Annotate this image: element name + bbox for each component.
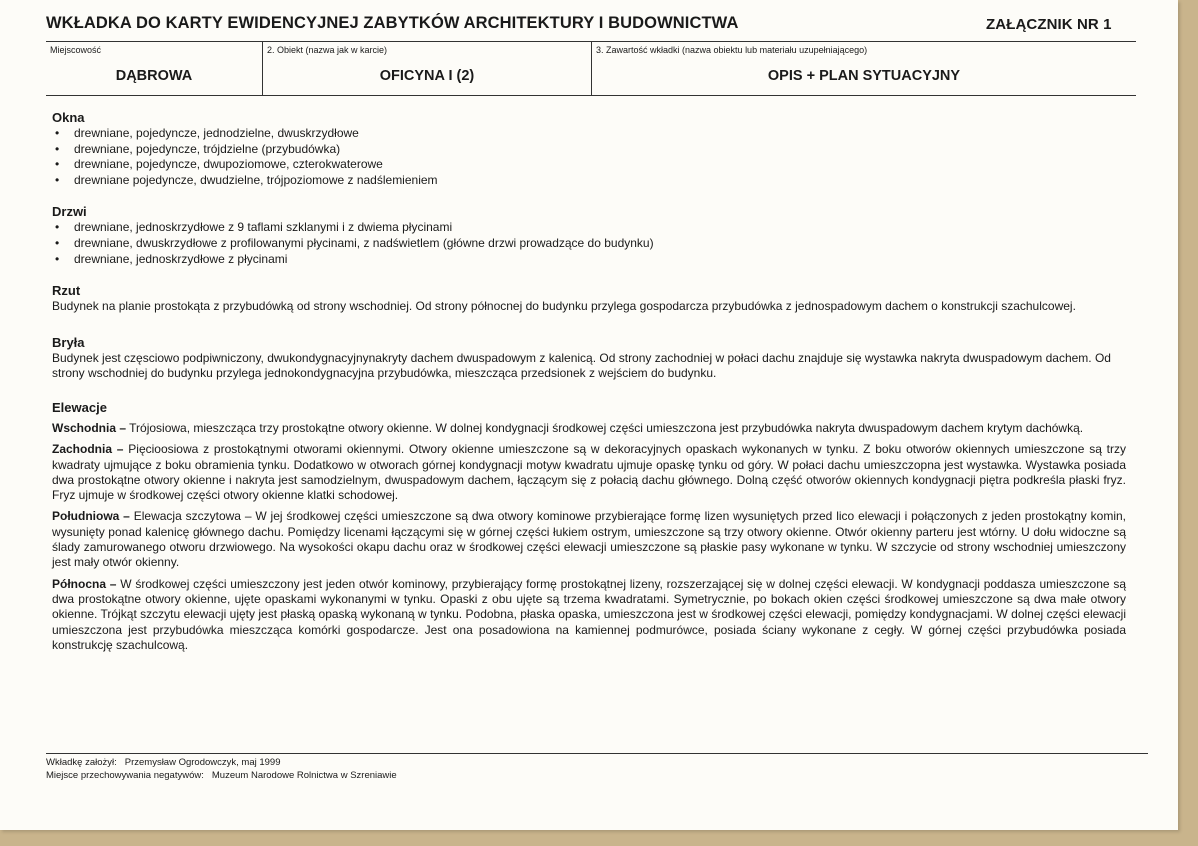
header-value-object: OFICYNA I (2) (379, 68, 475, 84)
section-plan (52, 283, 1126, 315)
footer-divider (46, 753, 1148, 754)
header-table (46, 41, 1136, 96)
footer-author-label: Wkładkę założył: (46, 757, 117, 768)
section-windows (52, 110, 1126, 188)
annex-number: ZAŁĄCZNIK NR 1 (986, 16, 1112, 33)
massing-text: Budynek jest częsciowo podpiwniczony, dwukondygnacyjnynakryty dachem dwuspadowym z kalenicą. Od strony zachodniej w połaci dachu znajduje się wystawka nakryta dwuspadowym dachem. Od strony wschodniej do budynku przylega jednokondygnacyjna przybudówka, mieszcząca przedsionek z wejściem do budynku. (52, 350, 1111, 381)
document-title: WKŁADKA DO KARTY EWIDENCYJNEJ ZABYTKÓW ARCHITEKTURY I BUDOWNICTWA (46, 14, 739, 32)
elevation-text: Pięcioosiowa z prostokątnymi otworami okiennymi. Otwory okienne umieszczone są w dekoracyjnych opaskach wykonanych w tynku. Z boku otworów okiennych umieszczone są trzy kwadraty ujmujące z boku obramienia tynku. Dodatkowo w otworach górnej kondygnacji motyw kwadratu ujmuje opaskę tynku od góry. W połaci dachu umieszczopna jest wystawka. Wystawka posiada dwa prostokątne otwory okienne i nakryta jest samodzielnym, dwuspadowym dachem, łączącym się z połacią dachu głównego. Dolną część otworów okiennych kondygnacji piętra podkreśla płaski fryz. Fryz ujmuje w środkowej części otwory okienne klatki schodowej. (52, 442, 1126, 503)
elevation-text: W środkowej części umieszczony jest jeden otwór kominowy, przybierający formę prostokątnej lizeny, rozszerzającej się w dolnej części elewacji. W kondygnacji poddasza umieszczone są dwa prostokątne otwory okienne, ujęte opaskami wykonanymi w tynku. Opaski z obu ujęte są trzema kwadratami. Symetrycznie, po bokach okien części środkowej umieszczone są dwa małe otwory okienne. Trójkąt szczytu elewacji ujęty jest płaską opaską wykonaną w tynku. Podobna, płaska opaska, umieszczona jest w środkowej części elewacji, pomiędzy kondygnacjami. W dolnej części elewacji umieszczona jest przybudówka mieszcząca komórki gospodarcze. Jest ona posadowiona na kamiennej podmurówce, posiada ściany wykonane z cegły. W górnej części przybudówka posiada konstrukcję szachulcową. (52, 576, 1126, 652)
list-item: • drewniane, pojedyncze, dwupoziomowe, czterokwaterowe (74, 157, 1126, 173)
elevation-east (52, 421, 1126, 436)
header-cell-object (262, 42, 591, 95)
elevation-text: Trójosiowa, mieszcząca trzy prostokątne otwory okienne. W dolnej kondygnacji środkowej części umieszczona jest przybudówka nakryta dwuspadowym dachem krytym dachówką. (126, 420, 1084, 435)
elevation-term: Zachodnia – (52, 442, 124, 457)
list-item: • drewniane, pojedyncze, trójdzielne (przybudówka) (74, 142, 1126, 158)
elevation-west (52, 442, 1126, 503)
header-value-locality: DĄBROWA (115, 68, 193, 84)
plan-text: Budynek na planie prostokąta z przybudówką od strony wschodniej. Od strony północnej do budynku przylega gospodarcza przybudówka z jednospadowym dachem o konstrukcji szachulcowej. (52, 299, 1076, 314)
footer-storage-value: Muzeum Narodowe Rolnictwa w Szreniawie (211, 770, 397, 781)
footer-storage-label: Miejsce przechowywania negatywów: (46, 770, 204, 781)
section-elevations (52, 400, 1126, 653)
header-label-locality: Miejscowość (50, 45, 102, 55)
footer (46, 756, 397, 782)
section-heading-plan: Rzut (52, 283, 81, 299)
footer-author-value: Przemysław Ogrodowczyk, maj 1999 (124, 757, 281, 768)
elevation-term: Północna – (52, 576, 117, 591)
section-heading-doors: Drzwi (52, 204, 87, 220)
section-massing (52, 335, 1126, 382)
section-doors (52, 204, 1126, 267)
elevation-text: Elewacja szczytowa – W jej środkowej części umieszczone są dwa otwory kominowe przybierające formę lizen wysuniętych przed lico elewacji i połączonych z jeden prostokątny komin, wysunięty ponad kalenicę głównego dachu. Pomiędzy licenami łączącymi się w górnej części łukiem ostrym, umieszczone są trzy otwory okienne. Otwór okienny parteru jest wtórny. U dołu widoczne są ślady zamurowanego otworu drzwiowego. Na wysokości okapu dachu oraz w środkowej części elewacji umieszczone są płaskie pasy wykonane w tynku. W szczycie od strony wschodniej umieszczony jest mały otwór okienny. (52, 509, 1126, 570)
footer-author-row (46, 756, 397, 769)
footer-storage-row (46, 769, 397, 782)
list-item: • drewniane, pojedyncze, jednodzielne, dwuskrzydłowe (74, 126, 1126, 142)
list-item: • drewniane pojedyncze, dwudzielne, trójpoziomowe z nadślemieniem (74, 173, 1126, 189)
doors-list (52, 220, 1126, 267)
section-heading-elevations: Elewacje (52, 399, 107, 415)
header-label-contents: 3. Zawartość wkładki (nazwa obiektu lub materiału uzupełniającego) (596, 45, 868, 55)
section-heading-massing: Bryła (52, 334, 85, 350)
elevation-term: Wschodnia – (52, 420, 127, 435)
description-body (52, 110, 1126, 669)
windows-list (52, 126, 1126, 188)
list-item: • drewniane, jednoskrzydłowe z płycinami (74, 252, 1126, 268)
header-cell-contents (591, 42, 1136, 95)
header-label-object: 2. Obiekt (nazwa jak w karcie) (267, 45, 388, 55)
elevation-term: Południowa – (52, 509, 130, 524)
elevation-north (52, 577, 1126, 653)
elevation-south (52, 509, 1126, 570)
list-item: • drewniane, dwuskrzydłowe z profilowanymi płycinami, z nadświetlem (główne drzwi prowadzące do budynku) (74, 236, 1126, 252)
section-heading-windows: Okna (52, 110, 85, 125)
list-item: • drewniane, jednoskrzydłowe z 9 taflami szklanymi i z dwiema płycinami (74, 220, 1126, 236)
header-cell-locality (46, 42, 262, 95)
header-value-contents: OPIS + PLAN SYTUACYJNY (767, 68, 961, 84)
